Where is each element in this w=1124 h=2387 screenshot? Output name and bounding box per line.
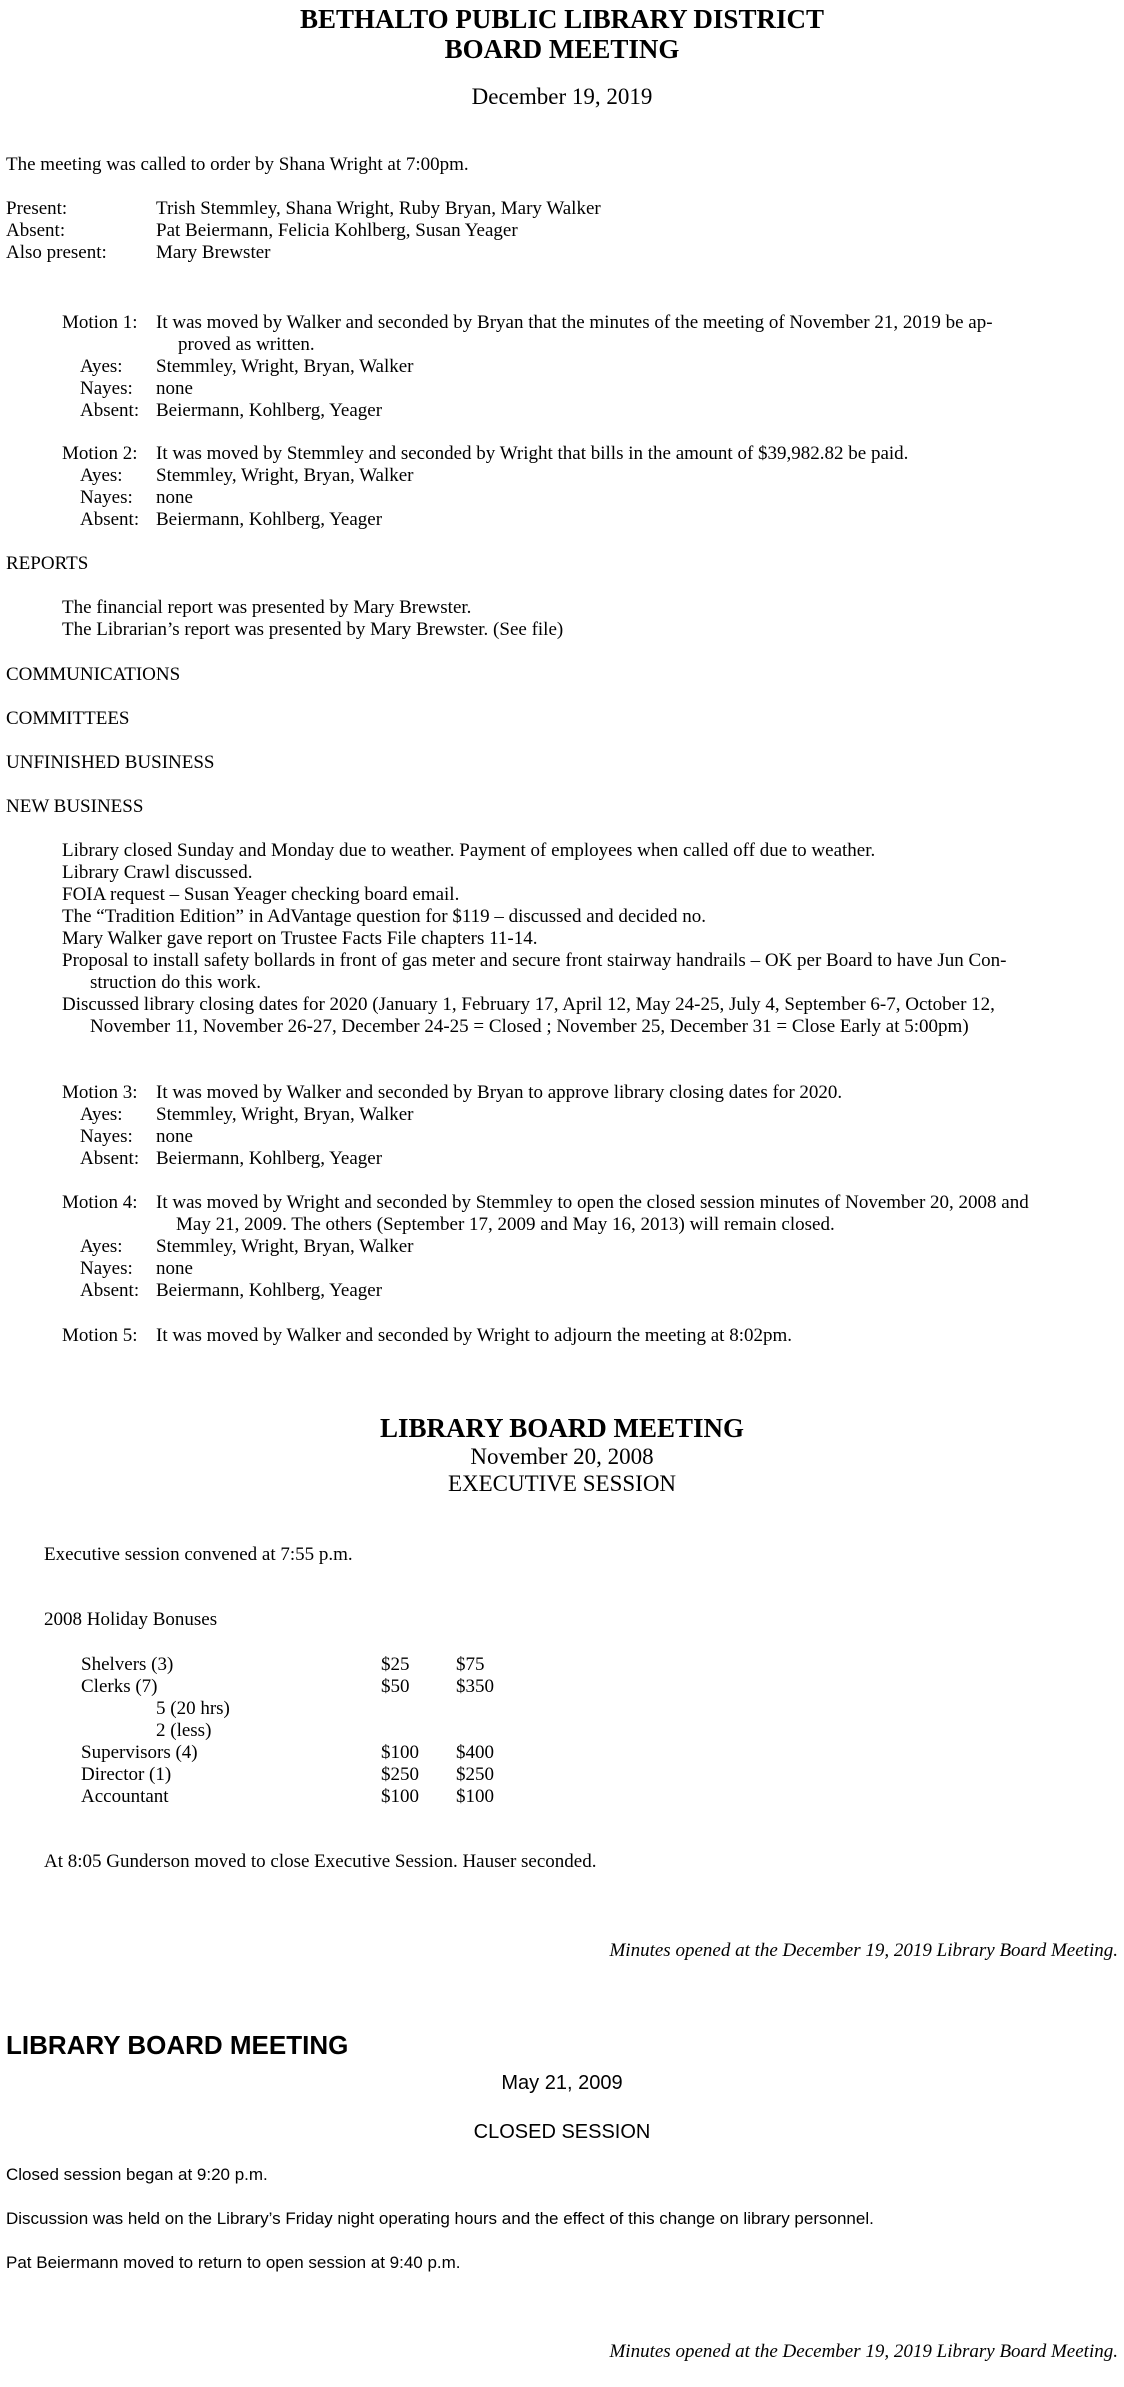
motion-text: It was moved by Wright and seconded by Stemmley to open the closed session minutes of November 20, 2008 and [156, 1192, 1029, 1213]
closed-session-opened-note: Minutes opened at the December 19, 2019 Library Board Meeting. [609, 2341, 1118, 2362]
closed-session-line: Closed session began at 9:20 p.m. [6, 2165, 268, 2184]
exec-session-title: LIBRARY BOARD MEETING [379, 1413, 745, 1443]
bonus-role: Clerks (7) [81, 1676, 158, 1697]
vote-nayes: none [156, 1258, 193, 1279]
motion-text: It was moved by Walker and seconded by Bryan that the minutes of the meeting of November 21, 2019 be ap- [156, 312, 993, 333]
motion-text: May 21, 2009. The others (September 17, 2009 and May 16, 2013) will remain closed. [176, 1214, 835, 1235]
bonus-role: Director (1) [81, 1764, 172, 1785]
section-heading-reports: REPORTS [6, 553, 89, 574]
bonus-each: $100 [381, 1786, 419, 1807]
bonus-role: Shelvers (3) [81, 1654, 174, 1675]
vote-ayes: Stemmley, Wright, Bryan, Walker [156, 356, 414, 377]
vote-nayes: none [156, 378, 193, 399]
bonus-total: $100 [456, 1786, 494, 1807]
exec-session-subtitle: EXECUTIVE SESSION [447, 1471, 677, 1496]
attendance-value: Mary Brewster [156, 242, 271, 263]
closed-session-title: LIBRARY BOARD MEETING [6, 2030, 349, 2060]
new-business-line: Library Crawl discussed. [62, 862, 253, 883]
report-line: The financial report was presented by Mary Brewster. [62, 597, 472, 618]
bonus-sub-role: 2 (less) [156, 1720, 212, 1741]
motion-label: Motion 2: [62, 443, 138, 464]
section-heading-new-business: NEW BUSINESS [6, 796, 144, 817]
vote-label: Absent: [80, 400, 140, 421]
exec-session-date: November 20, 2008 [470, 1444, 654, 1469]
exec-session-convened: Executive session convened at 7:55 p.m. [44, 1544, 353, 1565]
vote-label: Absent: [80, 509, 140, 530]
vote-label: Nayes: [80, 1258, 133, 1279]
attendance-label: Present: [6, 198, 68, 219]
vote-label: Absent: [80, 1280, 140, 1301]
bonus-role: Accountant [81, 1786, 169, 1807]
attendance-label: Also present: [6, 242, 107, 263]
motion-label: Motion 5: [62, 1325, 138, 1346]
vote-label: Ayes: [80, 1104, 123, 1125]
vote-absent: Beiermann, Kohlberg, Yeager [156, 509, 383, 530]
bonus-total: $75 [456, 1654, 485, 1675]
meeting-title: BOARD MEETING [444, 34, 680, 64]
motion-label: Motion 3: [62, 1082, 138, 1103]
closed-session-line: Discussion was held on the Library’s Friday night operating hours and the effect of this change on library personnel. [6, 2209, 874, 2228]
motion-text: It was moved by Stemmley and seconded by Wright that bills in the amount of $39,982.82 be paid. [156, 443, 909, 464]
vote-label: Ayes: [80, 1236, 123, 1257]
vote-label: Nayes: [80, 1126, 133, 1147]
report-line: The Librarian’s report was presented by Mary Brewster. (See file) [62, 619, 564, 640]
vote-label: Ayes: [80, 465, 123, 486]
exec-session-opened-note: Minutes opened at the December 19, 2019 Library Board Meeting. [609, 1940, 1118, 1961]
closed-session-subtitle: CLOSED SESSION [473, 2121, 651, 2143]
bonus-total: $400 [456, 1742, 494, 1763]
new-business-line: Mary Walker gave report on Trustee Facts File chapters 11-14. [62, 928, 538, 949]
attendance-value: Trish Stemmley, Shana Wright, Ruby Bryan, Mary Walker [156, 198, 601, 219]
bonus-sub-role: 5 (20 hrs) [156, 1698, 230, 1719]
bonus-total: $350 [456, 1676, 494, 1697]
vote-absent: Beiermann, Kohlberg, Yeager [156, 1148, 383, 1169]
new-business-line: Library closed Sunday and Monday due to weather. Payment of employees when called off due to weather. [62, 840, 876, 861]
vote-absent: Beiermann, Kohlberg, Yeager [156, 400, 383, 421]
new-business-line: Discussed library closing dates for 2020 (January 1, February 17, April 12, May 24-25, July 4, September 6-7, October 12, [62, 994, 995, 1015]
motion-text: It was moved by Walker and seconded by Wright to adjourn the meeting at 8:02pm. [156, 1325, 792, 1346]
bonus-total: $250 [456, 1764, 494, 1785]
new-business-line: The “Tradition Edition” in AdVantage question for $119 – discussed and decided no. [62, 906, 706, 927]
section-heading-communications: COMMUNICATIONS [6, 664, 181, 685]
vote-nayes: none [156, 1126, 193, 1147]
vote-label: Nayes: [80, 378, 133, 399]
new-business-line: struction do this work. [90, 972, 261, 993]
call-to-order: The meeting was called to order by Shana Wright at 7:00pm. [6, 154, 469, 175]
motion-label: Motion 1: [62, 312, 138, 333]
bonus-each: $250 [381, 1764, 419, 1785]
motion-text: It was moved by Walker and seconded by Bryan to approve library closing dates for 2020. [156, 1082, 843, 1103]
new-business-line: November 11, November 26-27, December 24-25 = Closed ; November 25, December 31 = Close Early at 5:00pm) [90, 1016, 969, 1037]
vote-ayes: Stemmley, Wright, Bryan, Walker [156, 1236, 414, 1257]
vote-label: Ayes: [80, 356, 123, 377]
vote-absent: Beiermann, Kohlberg, Yeager [156, 1280, 383, 1301]
vote-label: Nayes: [80, 487, 133, 508]
motion-text: proved as written. [178, 334, 315, 355]
motion-label: Motion 4: [62, 1192, 138, 1213]
attendance-label: Absent: [6, 220, 66, 241]
bonus-each: $25 [381, 1654, 410, 1675]
bonus-heading: 2008 Holiday Bonuses [44, 1609, 218, 1630]
vote-ayes: Stemmley, Wright, Bryan, Walker [156, 1104, 414, 1125]
bonus-each: $100 [381, 1742, 419, 1763]
vote-nayes: none [156, 487, 193, 508]
attendance-value: Pat Beiermann, Felicia Kohlberg, Susan Yeager [156, 220, 518, 241]
closed-session-line: Pat Beiermann moved to return to open session at 9:40 p.m. [6, 2253, 461, 2272]
org-title: BETHALTO PUBLIC LIBRARY DISTRICT [300, 4, 824, 34]
bonus-each: $50 [381, 1676, 410, 1697]
new-business-line: Proposal to install safety bollards in front of gas meter and secure front stairway handrails – OK per Board to have Jun Con- [62, 950, 1007, 971]
meeting-date: December 19, 2019 [471, 84, 653, 109]
exec-session-close: At 8:05 Gunderson moved to close Executive Session. Hauser seconded. [44, 1851, 597, 1872]
vote-label: Absent: [80, 1148, 140, 1169]
section-heading-unfinished-business: UNFINISHED BUSINESS [6, 752, 215, 773]
section-heading-committees: COMMITTEES [6, 708, 130, 729]
vote-ayes: Stemmley, Wright, Bryan, Walker [156, 465, 414, 486]
new-business-line: FOIA request – Susan Yeager checking board email. [62, 884, 460, 905]
closed-session-date: May 21, 2009 [501, 2072, 623, 2094]
bonus-role: Supervisors (4) [81, 1742, 198, 1763]
